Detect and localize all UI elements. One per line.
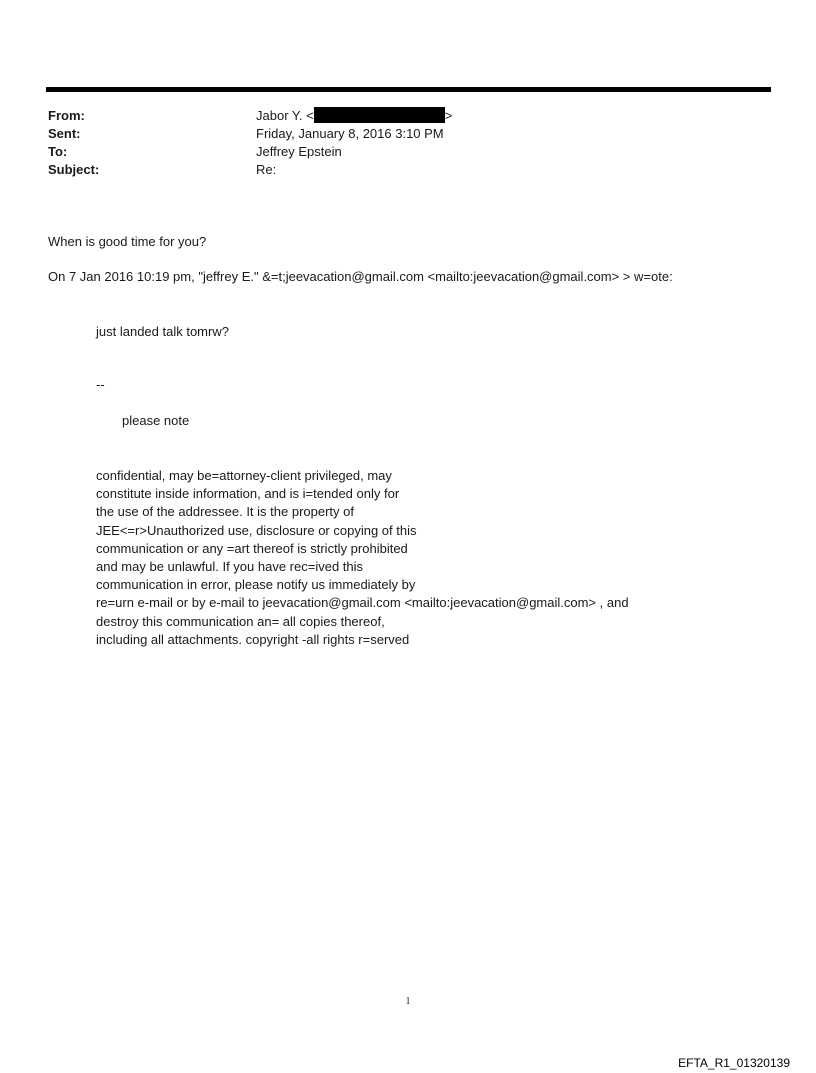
from-value [256, 107, 452, 125]
reply-message: When is good time for you? [48, 234, 207, 249]
disclaimer-line: the use of the addressee. It is the property of [96, 504, 354, 520]
confidentiality-disclaimer [96, 467, 629, 649]
signature-separator: -- [96, 377, 105, 392]
disclaimer-line: JEE<=r>Unauthorized use, disclosure or copying of this [96, 522, 417, 538]
redaction-block [314, 107, 445, 123]
sender-name: Jabor Y. < [256, 108, 314, 123]
to-value: Jeffrey Epstein [256, 144, 342, 159]
disclaimer-line: and may be unlawful. If you have rec=ived this [96, 559, 364, 575]
please-note-text: please note [122, 413, 190, 428]
quoted-message: just landed talk tomrw? [96, 324, 229, 339]
disclaimer-line: confidential, may be=attorney-client privileged, may [96, 468, 392, 483]
subject-label: Subject: [48, 162, 100, 177]
disclaimer-line: communication or any =art thereof is strictly prohibited [96, 540, 408, 556]
disclaimer-line: destroy this communication an= all copies thereof, [96, 613, 385, 629]
from-label: From: [48, 108, 85, 123]
sent-label: Sent: [48, 126, 81, 141]
to-label: To: [48, 144, 68, 159]
sent-value: Friday, January 8, 2016 3:10 PM [256, 126, 444, 141]
disclaimer-line: re=urn e-mail or by e-mail to jeevacation@gmail.com <mailto:jeevacation@gmail.com> , and [96, 595, 629, 611]
disclaimer-line: constitute inside information, and is i=tended only for [96, 486, 400, 502]
disclaimer-line: including all attachments. copyright -all rights r=served [96, 631, 410, 647]
quote-header: On 7 Jan 2016 10:19 pm, "jeffrey E." &=t;jeevacation@gmail.com <mailto:jeevacation@gmail.com> > w=ote: [48, 269, 673, 284]
disclaimer-line: communication in error, please notify us immediately by [96, 577, 416, 593]
page-number: 1 [405, 996, 411, 1007]
subject-value: Re: [256, 162, 277, 177]
header-divider [46, 87, 771, 92]
sender-email-close: > [444, 108, 453, 123]
bates-number: EFTA_R1_01320139 [678, 1056, 790, 1070]
